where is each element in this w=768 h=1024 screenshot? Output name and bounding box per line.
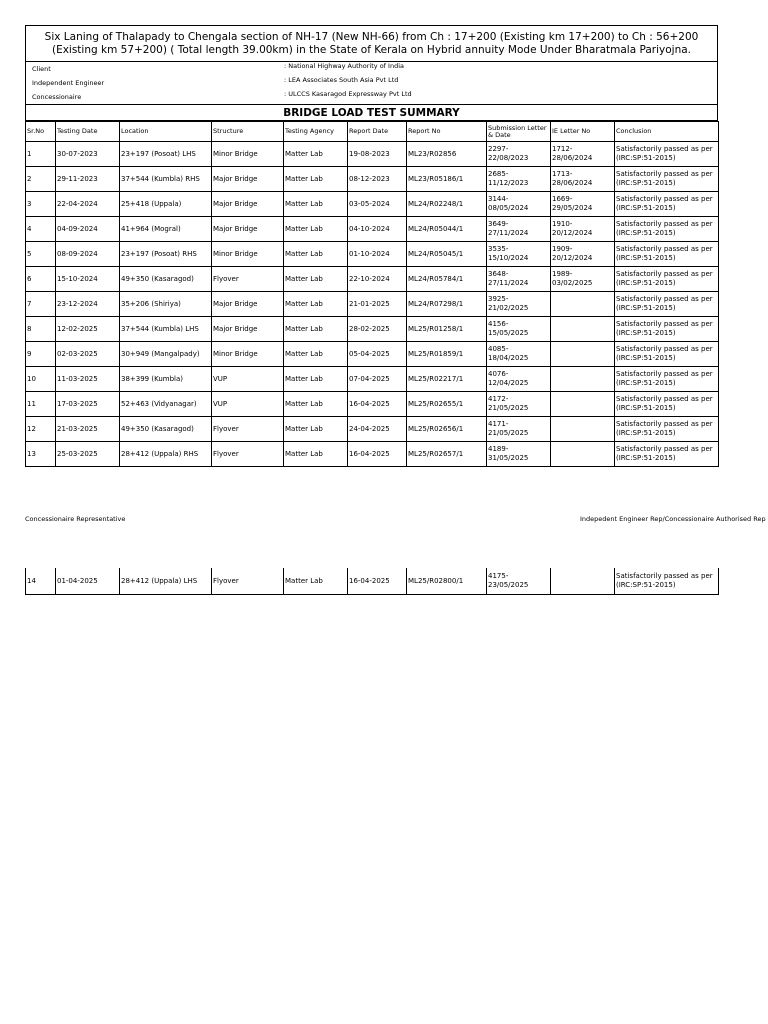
header-cell: Submission Letter & Date bbox=[487, 122, 551, 142]
cell-report-date: 19-08-2023 bbox=[348, 142, 407, 167]
cell-report-date: 16-04-2025 bbox=[348, 392, 407, 417]
cell-testing-date: 11-03-2025 bbox=[56, 367, 120, 392]
cell-ie-letter: 1909- 20/12/2024 bbox=[551, 242, 615, 267]
table-row bbox=[26, 568, 719, 595]
cell-testing-agency: Matter Lab bbox=[284, 317, 348, 342]
cell-ie-letter bbox=[551, 392, 615, 417]
cell-conclusion: Satisfactorily passed as per (IRC:SP:51-2015) bbox=[615, 392, 719, 417]
header-cell: Conclusion bbox=[615, 122, 719, 142]
table-row bbox=[26, 342, 719, 367]
document-sheet bbox=[25, 25, 718, 467]
party-label: Client bbox=[32, 65, 51, 73]
cell-location: 38+399 (Kumbla) bbox=[120, 367, 212, 392]
cell-testing-agency: Matter Lab bbox=[284, 417, 348, 442]
cell-submission-letter: 4076- 12/04/2025 bbox=[487, 367, 551, 392]
table-row bbox=[26, 217, 719, 242]
cell-location: 41+964 (Mogral) bbox=[120, 217, 212, 242]
cell-testing-agency: Matter Lab bbox=[284, 142, 348, 167]
cell-report-date: 21-01-2025 bbox=[348, 292, 407, 317]
cell-structure: Flyover bbox=[212, 568, 284, 595]
cell-location: 52+463 (Vidyanagar) bbox=[120, 392, 212, 417]
cell-testing-agency: Matter Lab bbox=[284, 392, 348, 417]
table-row bbox=[26, 267, 719, 292]
cell-sr-no: 1 bbox=[26, 142, 56, 167]
cell-location: 30+949 (Mangalpady) bbox=[120, 342, 212, 367]
cell-report-date: 08-12-2023 bbox=[348, 167, 407, 192]
cell-ie-letter bbox=[551, 317, 615, 342]
party-value: : National Highway Authority of India bbox=[284, 62, 404, 70]
cell-conclusion: Satisfactorily passed as per (IRC:SP:51-2015) bbox=[615, 192, 719, 217]
cell-report-date: 07-04-2025 bbox=[348, 367, 407, 392]
header-cell: Report No bbox=[407, 122, 487, 142]
cell-structure: Minor Bridge bbox=[212, 142, 284, 167]
document-title: Six Laning of Thalapady to Chengala section of NH-17 (New NH-66) from Ch : 17+200 (Existing km 17+200) to Ch : 56+200 (Existing km 57+200) ( Total length 39.00km) in the State of Kerala on Hybrid annuity Mode Under Bharatmala Pariyojna. bbox=[25, 25, 718, 62]
cell-location: 28+412 (Uppala) RHS bbox=[120, 442, 212, 467]
continuation-table bbox=[25, 568, 718, 595]
cell-submission-letter: 3535- 15/10/2024 bbox=[487, 242, 551, 267]
cell-testing-date: 25-03-2025 bbox=[56, 442, 120, 467]
table-row bbox=[26, 192, 719, 217]
table-row bbox=[26, 167, 719, 192]
cell-conclusion: Satisfactorily passed as per (IRC:SP:51-2015) bbox=[615, 317, 719, 342]
cell-report-no: ML25/R02800/1 bbox=[407, 568, 487, 595]
cell-location: 49+350 (Kasaragod) bbox=[120, 417, 212, 442]
cell-report-no: ML24/R07298/1 bbox=[407, 292, 487, 317]
cell-submission-letter: 4171- 21/05/2025 bbox=[487, 417, 551, 442]
cell-testing-agency: Matter Lab bbox=[284, 267, 348, 292]
cell-report-date: 04-10-2024 bbox=[348, 217, 407, 242]
header-cell: Structure bbox=[212, 122, 284, 142]
cell-sr-no: 12 bbox=[26, 417, 56, 442]
cell-testing-date: 15-10-2024 bbox=[56, 267, 120, 292]
party-label: Independent Engineer bbox=[32, 79, 105, 87]
cell-report-date: 16-04-2025 bbox=[348, 568, 407, 595]
cell-sr-no: 3 bbox=[26, 192, 56, 217]
header-cell: Location bbox=[120, 122, 212, 142]
cell-report-no: ML25/R02656/1 bbox=[407, 417, 487, 442]
cell-sr-no: 13 bbox=[26, 442, 56, 467]
cell-testing-agency: Matter Lab bbox=[284, 442, 348, 467]
table-row bbox=[26, 442, 719, 467]
cell-report-no: ML24/R05045/1 bbox=[407, 242, 487, 267]
cell-conclusion: Satisfactorily passed as per (IRC:SP:51-2015) bbox=[615, 442, 719, 467]
cell-conclusion: Satisfactorily passed as per (IRC:SP:51-2015) bbox=[615, 417, 719, 442]
cell-location: 23+197 (Posoat) RHS bbox=[120, 242, 212, 267]
cell-location: 25+418 (Uppala) bbox=[120, 192, 212, 217]
cell-report-no: ML25/R02217/1 bbox=[407, 367, 487, 392]
cell-testing-agency: Matter Lab bbox=[284, 568, 348, 595]
party-value: : LEA Associates South Asia Pvt Ltd bbox=[284, 76, 399, 84]
cell-submission-letter: 3649- 27/11/2024 bbox=[487, 217, 551, 242]
cell-testing-date: 17-03-2025 bbox=[56, 392, 120, 417]
cell-submission-letter: 2297- 22/08/2023 bbox=[487, 142, 551, 167]
cell-report-date: 24-04-2025 bbox=[348, 417, 407, 442]
cell-structure: VUP bbox=[212, 367, 284, 392]
cell-conclusion: Satisfactorily passed as per (IRC:SP:51-2015) bbox=[615, 568, 719, 595]
cell-structure: Major Bridge bbox=[212, 317, 284, 342]
header-cell: Testing Date bbox=[56, 122, 120, 142]
cell-structure: Minor Bridge bbox=[212, 242, 284, 267]
cell-conclusion: Satisfactorily passed as per (IRC:SP:51-2015) bbox=[615, 367, 719, 392]
cell-conclusion: Satisfactorily passed as per (IRC:SP:51-2015) bbox=[615, 142, 719, 167]
cell-testing-date: 21-03-2025 bbox=[56, 417, 120, 442]
table-row bbox=[26, 392, 719, 417]
cell-sr-no: 6 bbox=[26, 267, 56, 292]
cell-submission-letter: 4175- 23/05/2025 bbox=[487, 568, 551, 595]
cell-ie-letter: 1713- 28/06/2024 bbox=[551, 167, 615, 192]
cell-ie-letter bbox=[551, 367, 615, 392]
cell-report-no: ML24/R02248/1 bbox=[407, 192, 487, 217]
cell-submission-letter: 4156- 15/05/2025 bbox=[487, 317, 551, 342]
cell-report-date: 22-10-2024 bbox=[348, 267, 407, 292]
cell-conclusion: Satisfactorily passed as per (IRC:SP:51-2015) bbox=[615, 342, 719, 367]
cell-structure: Major Bridge bbox=[212, 217, 284, 242]
cell-conclusion: Satisfactorily passed as per (IRC:SP:51-2015) bbox=[615, 167, 719, 192]
cell-location: 37+544 (Kumbla) LHS bbox=[120, 317, 212, 342]
extra-row-table bbox=[25, 568, 719, 595]
cell-sr-no: 2 bbox=[26, 167, 56, 192]
cell-structure: Flyover bbox=[212, 267, 284, 292]
cell-location: 23+197 (Posoat) LHS bbox=[120, 142, 212, 167]
cell-ie-letter: 1989- 03/02/2025 bbox=[551, 267, 615, 292]
party-label: Concessionaire bbox=[32, 93, 82, 101]
cell-testing-date: 08-09-2024 bbox=[56, 242, 120, 267]
party-row-independent-engineer bbox=[26, 76, 717, 90]
cell-ie-letter: 1669- 29/05/2024 bbox=[551, 192, 615, 217]
cell-report-no: ML24/R05044/1 bbox=[407, 217, 487, 242]
cell-submission-letter: 3925- 21/02/2025 bbox=[487, 292, 551, 317]
cell-testing-date: 30-07-2023 bbox=[56, 142, 120, 167]
cell-testing-agency: Matter Lab bbox=[284, 342, 348, 367]
table-row bbox=[26, 417, 719, 442]
cell-location: 37+544 (Kumbla) RHS bbox=[120, 167, 212, 192]
cell-report-no: ML24/R05784/1 bbox=[407, 267, 487, 292]
cell-report-no: ML25/R02657/1 bbox=[407, 442, 487, 467]
concessionaire-signature-label: Concessionaire Representative bbox=[25, 515, 126, 523]
cell-conclusion: Satisfactorily passed as per (IRC:SP:51-2015) bbox=[615, 267, 719, 292]
cell-ie-letter bbox=[551, 342, 615, 367]
cell-sr-no: 14 bbox=[26, 568, 56, 595]
cell-testing-date: 02-03-2025 bbox=[56, 342, 120, 367]
cell-ie-letter: 1910- 20/12/2024 bbox=[551, 217, 615, 242]
cell-structure: Major Bridge bbox=[212, 192, 284, 217]
cell-location: 49+350 (Kasaragod) bbox=[120, 267, 212, 292]
header-cell: IE Letter No bbox=[551, 122, 615, 142]
cell-report-no: ML25/R02655/1 bbox=[407, 392, 487, 417]
summary-title: BRIDGE LOAD TEST SUMMARY bbox=[25, 104, 718, 121]
cell-structure: Major Bridge bbox=[212, 292, 284, 317]
cell-testing-agency: Matter Lab bbox=[284, 167, 348, 192]
cell-report-date: 01-10-2024 bbox=[348, 242, 407, 267]
cell-sr-no: 8 bbox=[26, 317, 56, 342]
cell-report-date: 03-05-2024 bbox=[348, 192, 407, 217]
table-header-row bbox=[26, 122, 719, 142]
cell-report-no: ML23/R02856 bbox=[407, 142, 487, 167]
table-row bbox=[26, 292, 719, 317]
cell-structure: Flyover bbox=[212, 417, 284, 442]
cell-testing-agency: Matter Lab bbox=[284, 292, 348, 317]
party-value: : ULCCS Kasaragod Expressway Pvt Ltd bbox=[284, 90, 412, 98]
cell-sr-no: 10 bbox=[26, 367, 56, 392]
cell-ie-letter bbox=[551, 442, 615, 467]
cell-testing-date: 23-12-2024 bbox=[56, 292, 120, 317]
table-row bbox=[26, 317, 719, 342]
cell-testing-agency: Matter Lab bbox=[284, 217, 348, 242]
cell-submission-letter: 2685- 11/12/2023 bbox=[487, 167, 551, 192]
cell-ie-letter bbox=[551, 292, 615, 317]
cell-sr-no: 9 bbox=[26, 342, 56, 367]
load-test-table bbox=[25, 121, 719, 467]
cell-submission-letter: 4172- 21/05/2025 bbox=[487, 392, 551, 417]
cell-testing-date: 04-09-2024 bbox=[56, 217, 120, 242]
cell-report-no: ML25/R01258/1 bbox=[407, 317, 487, 342]
engineer-signature-label: Indepedent Engineer Rep/Concessionaire Authorised Rep bbox=[580, 515, 766, 523]
cell-submission-letter: 4085- 18/04/2025 bbox=[487, 342, 551, 367]
cell-structure: VUP bbox=[212, 392, 284, 417]
cell-ie-letter bbox=[551, 568, 615, 595]
cell-submission-letter: 3144- 08/05/2024 bbox=[487, 192, 551, 217]
cell-sr-no: 4 bbox=[26, 217, 56, 242]
cell-report-date: 05-04-2025 bbox=[348, 342, 407, 367]
cell-report-date: 28-02-2025 bbox=[348, 317, 407, 342]
cell-testing-date: 29-11-2023 bbox=[56, 167, 120, 192]
header-cell: Sr.No bbox=[26, 122, 56, 142]
cell-location: 28+412 (Uppala) LHS bbox=[120, 568, 212, 595]
cell-conclusion: Satisfactorily passed as per (IRC:SP:51-2015) bbox=[615, 217, 719, 242]
cell-sr-no: 11 bbox=[26, 392, 56, 417]
cell-testing-date: 22-04-2024 bbox=[56, 192, 120, 217]
cell-structure: Flyover bbox=[212, 442, 284, 467]
cell-ie-letter bbox=[551, 417, 615, 442]
cell-testing-agency: Matter Lab bbox=[284, 367, 348, 392]
party-row-concessionaire bbox=[26, 90, 717, 104]
header-cell: Testing Agency bbox=[284, 122, 348, 142]
cell-sr-no: 5 bbox=[26, 242, 56, 267]
cell-sr-no: 7 bbox=[26, 292, 56, 317]
cell-report-no: ML25/R01859/1 bbox=[407, 342, 487, 367]
cell-testing-agency: Matter Lab bbox=[284, 242, 348, 267]
parties-box bbox=[25, 62, 718, 104]
cell-conclusion: Satisfactorily passed as per (IRC:SP:51-2015) bbox=[615, 292, 719, 317]
cell-submission-letter: 4189- 31/05/2025 bbox=[487, 442, 551, 467]
cell-testing-date: 01-04-2025 bbox=[56, 568, 120, 595]
cell-ie-letter: 1712- 28/06/2024 bbox=[551, 142, 615, 167]
cell-submission-letter: 3648- 27/11/2024 bbox=[487, 267, 551, 292]
table-row bbox=[26, 142, 719, 167]
cell-structure: Minor Bridge bbox=[212, 342, 284, 367]
header-cell: Report Date bbox=[348, 122, 407, 142]
table-row bbox=[26, 242, 719, 267]
party-row-client bbox=[26, 62, 717, 76]
cell-testing-agency: Matter Lab bbox=[284, 192, 348, 217]
cell-location: 35+206 (Shiriya) bbox=[120, 292, 212, 317]
cell-testing-date: 12-02-2025 bbox=[56, 317, 120, 342]
cell-report-no: ML23/R05186/1 bbox=[407, 167, 487, 192]
table-row bbox=[26, 367, 719, 392]
cell-report-date: 16-04-2025 bbox=[348, 442, 407, 467]
cell-conclusion: Satisfactorily passed as per (IRC:SP:51-2015) bbox=[615, 242, 719, 267]
cell-structure: Major Bridge bbox=[212, 167, 284, 192]
